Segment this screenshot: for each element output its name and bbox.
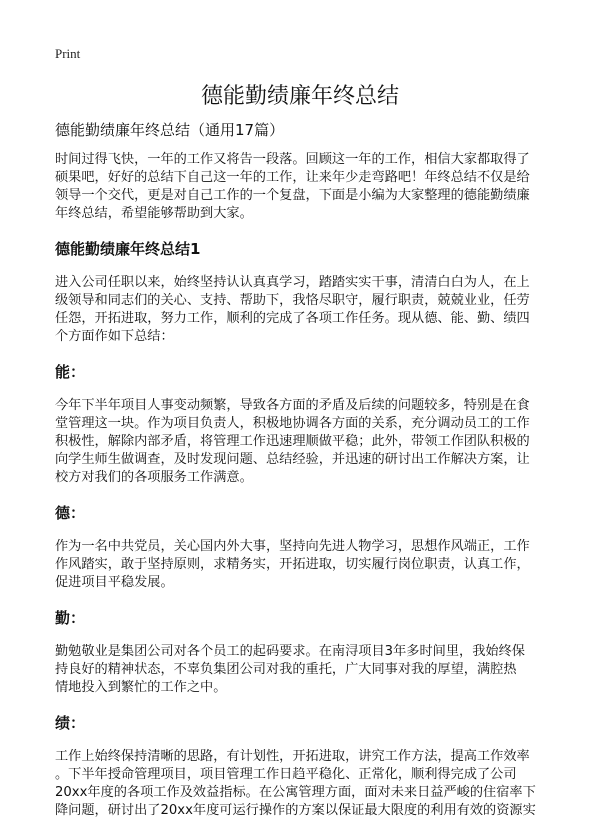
- text-line: 作为一名中共党员，关心国内外大事，坚持向先进人物学习，思想作风端正，工作: [55, 539, 530, 554]
- text-line: 向学生师生做调查，及时发现问题、总结经验，并迅速的研讨出工作解决方案，让: [55, 452, 530, 467]
- text-line: 硕果吧，好好的总结下自己这一年的工作，让来年少走弯路吧！年终总结不仅是给: [55, 170, 530, 185]
- text-line: 个方面作如下总结：: [55, 329, 174, 344]
- document-title: 德能勤绩廉年终总结: [200, 84, 399, 109]
- section-intro-paragraph: [55, 274, 550, 346]
- text-line: 。下半年授命管理项目，项目管理工作日趋平稳化、正常化，顺利得完成了公司: [55, 767, 517, 782]
- section-heading: 德能勤绩廉年终总结1: [55, 240, 201, 258]
- intro-paragraph: [55, 151, 550, 223]
- text-line: 持良好的精神状态，不辜负集团公司对我的重托，广大同事对我的厚望，满腔热: [55, 662, 517, 677]
- part-paragraph-virtue: [55, 538, 550, 592]
- text-line: 20xx年度的各项工作及效益指标。在公寓管理方面，面对未来日益严峻的住宿率下: [55, 785, 536, 800]
- text-line: 时间过得飞快，一年的工作又将告一段落。回顾这一年的工作，相信大家都取得了: [55, 152, 530, 167]
- text-line: 情地投入到繁忙的工作之中。: [55, 680, 227, 695]
- text-line: 积极性，解除内部矛盾，将管理工作迅速理顺做平稳；此外，带领工作团队积极的: [55, 434, 530, 449]
- part-paragraph-diligence: [55, 643, 550, 697]
- text-line: 任怨，开拓进取，努力工作，顺利的完成了各项工作任务。现从德、能、勤、绩四: [55, 311, 530, 326]
- text-line: 堂管理这一块。作为项目负责人，积极地协调各方面的关系，充分调动员工的工作: [55, 416, 530, 431]
- text-line: 工作上始终保持清晰的思路，有计划性，开拓进取，讲究工作方法，提高工作效率: [55, 749, 530, 764]
- text-line: 年终总结，希望能够帮助到大家。: [55, 206, 253, 221]
- part-paragraph-achievement: [55, 748, 550, 820]
- text-line: 勤勉敬业是集团公司对各个员工的起码要求。在南浔项目3年多时间里，我始终保: [55, 644, 525, 659]
- text-line: 级领导和同志们的关心、支持、帮助下，我恪尽职守，履行职责，兢兢业业，任劳: [55, 293, 530, 308]
- part-heading-virtue: 德：: [55, 504, 86, 522]
- part-heading-diligence: 勤：: [55, 609, 86, 627]
- part-heading-achievement: 绩：: [55, 714, 86, 732]
- document-body: [55, 120, 550, 836]
- text-line: 领导一个交代，更是对自己工作的一个复盘，下面是小编为大家整理的德能勤绩廉: [55, 188, 530, 203]
- text-line: 进入公司任职以来，始终坚持认认真真学习，踏踏实实干事，清清白白为人，在上: [55, 275, 530, 290]
- text-line: 校方对我们的各项服务工作满意。: [55, 470, 253, 485]
- part-paragraph-ability: [55, 397, 550, 487]
- part-heading-ability: 能：: [55, 363, 86, 381]
- text-line: 降问题，研讨出了20xx年度可运行操作的方案以保证最大限度的利用有效的资源实: [55, 803, 536, 818]
- text-line: 促进项目平稳发展。: [55, 575, 174, 590]
- print-link[interactable]: Print: [55, 46, 81, 61]
- text-line: 作风踏实，敢于坚持原则，求精务实，开拓进取，切实履行岗位职责，认真工作，: [55, 557, 530, 572]
- document-subtitle: 德能勤绩廉年终总结（通用17篇）: [55, 121, 285, 139]
- text-line: 今年下半年项目人事变动频繁，导致各方面的矛盾及后续的问题较多，特别是在食: [55, 398, 530, 413]
